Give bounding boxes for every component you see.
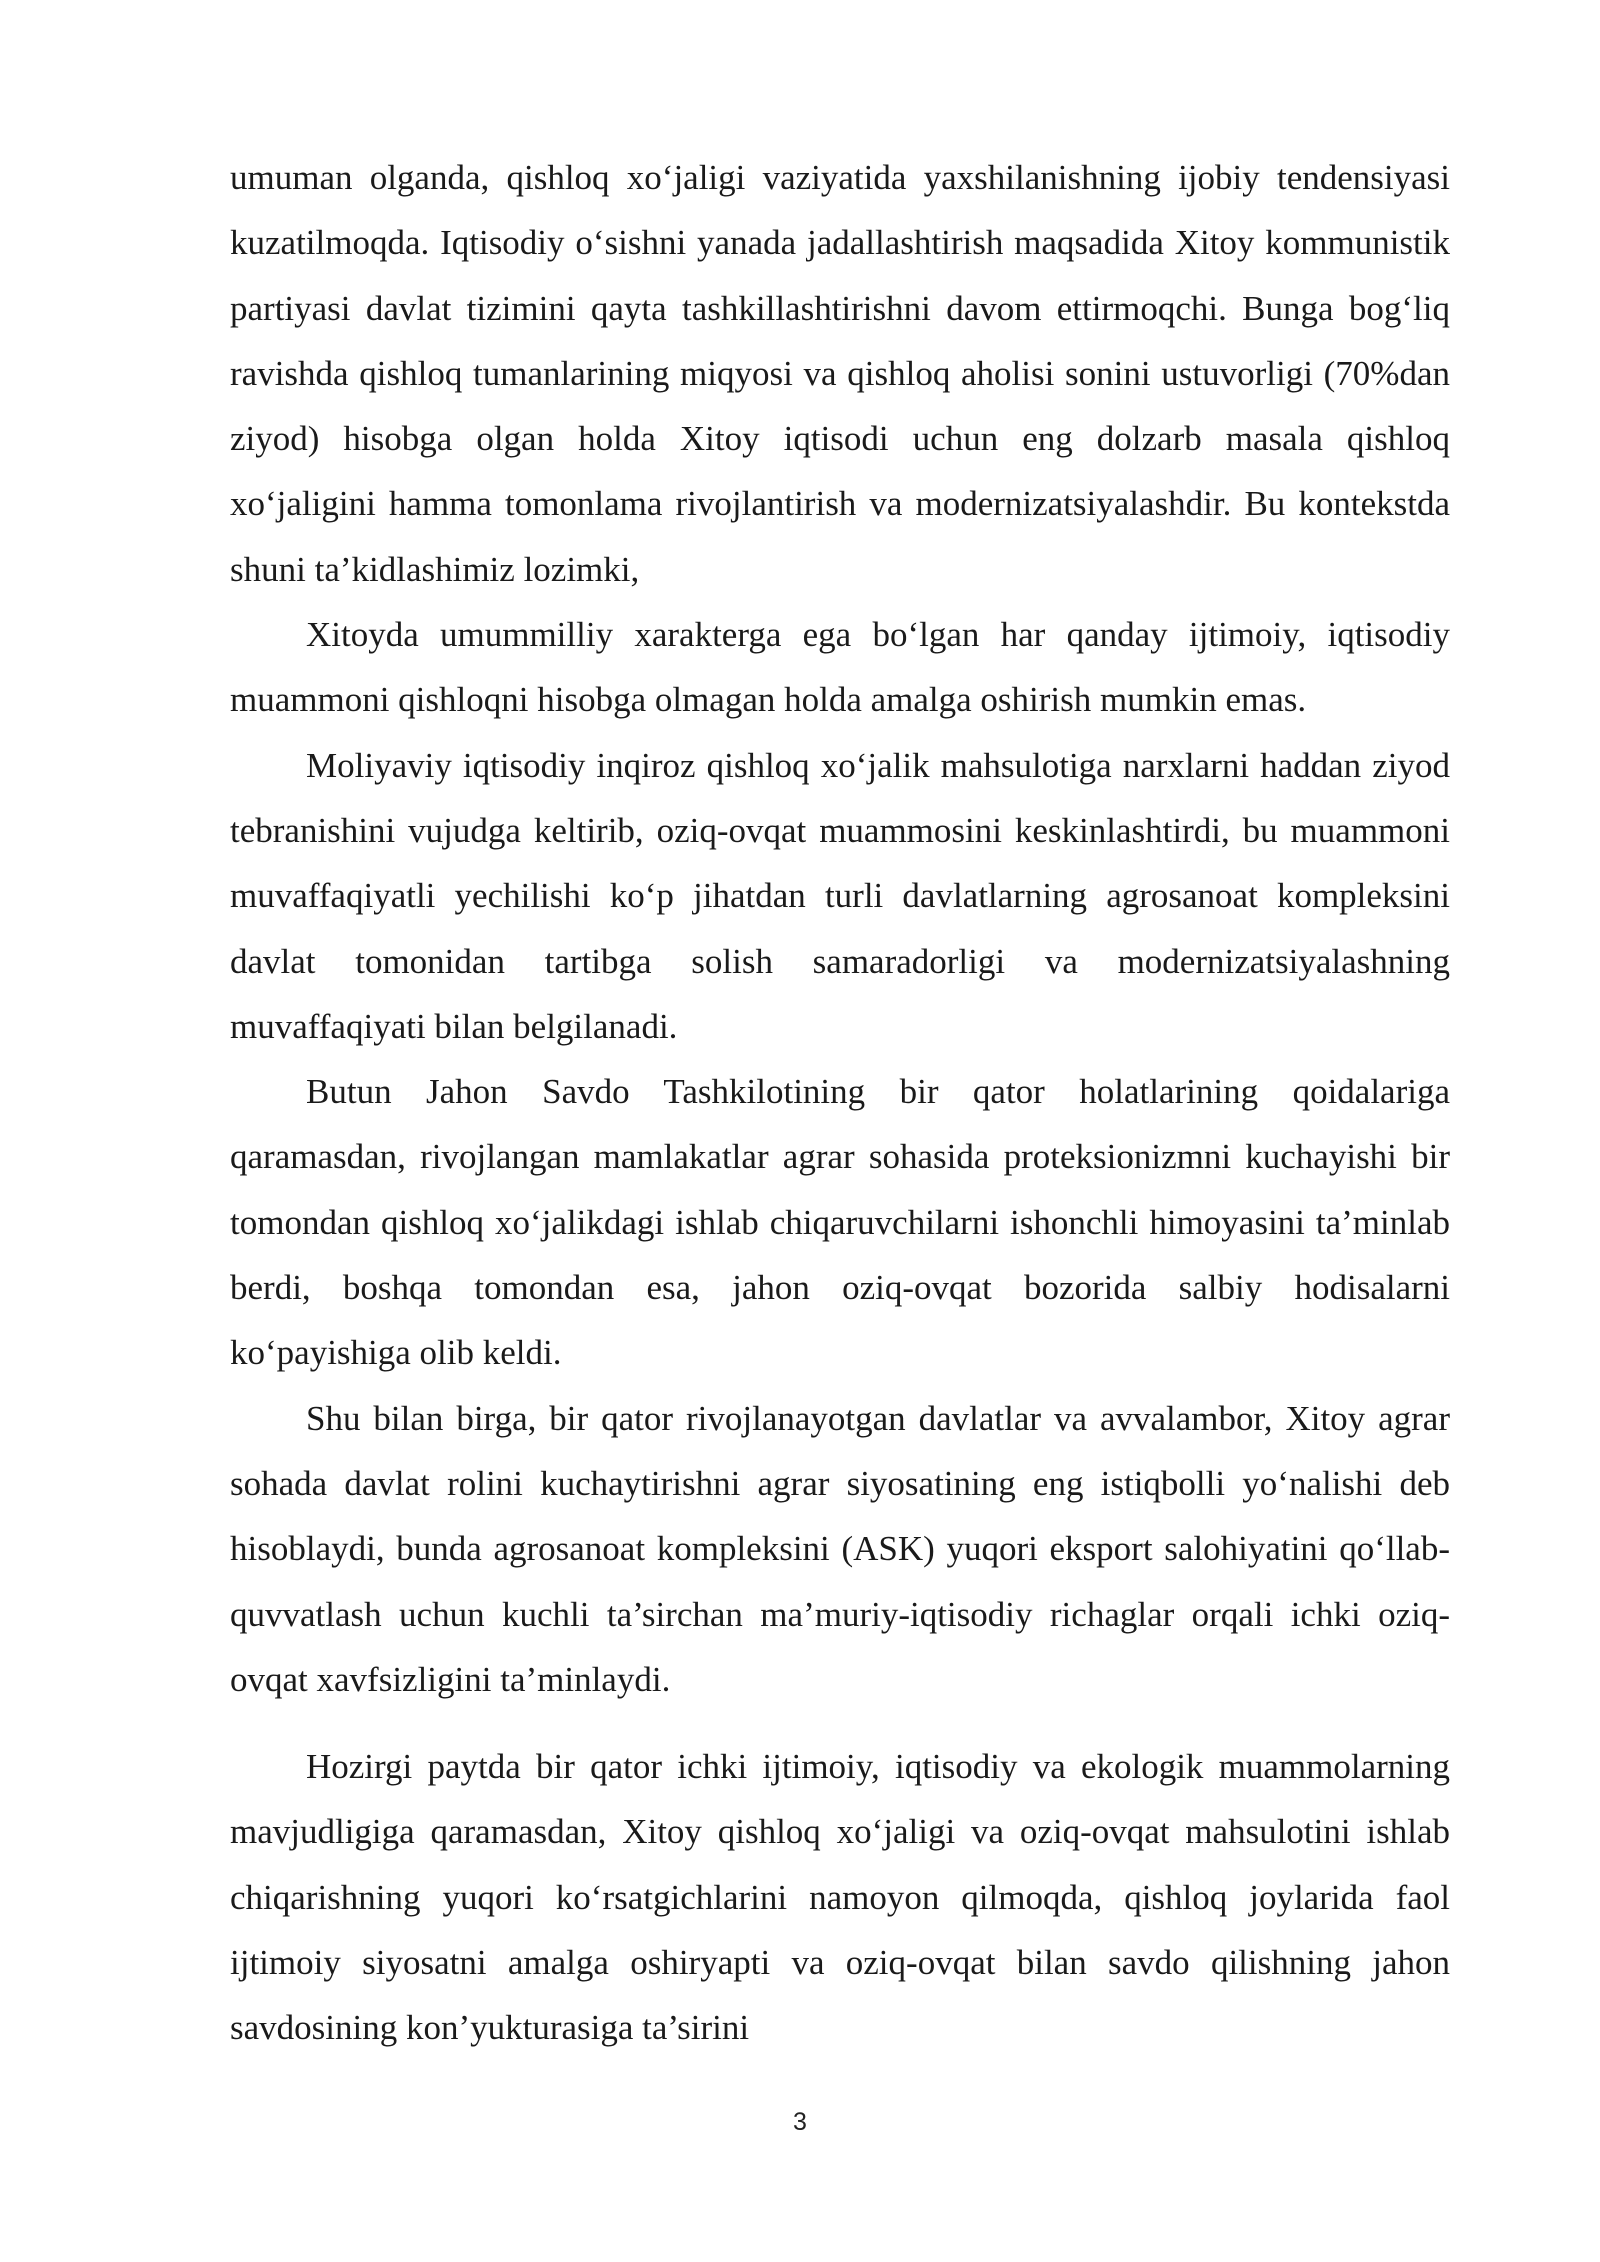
paragraph-2: Xitoyda umummilliy xarakterga ega bo‘lgan har qanday ijtimoiy, iqtisodiy muammoni qishloqni hisobga olmagan holda amalga oshirish mumkin emas. [230,615,1450,720]
paragraph-1: umuman olganda, qishloq xo‘jaligi vaziyatida yaxshilanishning ijobiy tendensiyasi kuzatilmoqda. Iqtisodiy o‘sishni yanada jadallashtirish maqsadida Xitoy kommunistik partiyasi davlat tizimini qayta tashkillashtirishni davom ettirmoqchi. Bunga bog‘liq ravishda qishloq tumanlarining miqyosi va qishloq aholisi sonini ustuvorligi (70%dan ziyod) hisobga olgan holda Xitoy iqtisodi uchun eng dolzarb masala qishloq xo‘jaligini hamma tomonlama rivojlantirish va modernizatsiyalashdir. Bu kontekstda shuni ta’kidlashimiz lozimki, [230,158,1450,589]
paragraph-4: Butun Jahon Savdo Tashkilotining bir qator holatlarining qoidalariga qaramasdan, rivojlangan mamlakatlar agrar sohasida proteksionizmni kuchayishi bir tomondan qishloq xo‘jalikdagi ishlab chiqaruvchilarni ishonchli himoyasini ta’minlab berdi, boshqa tomondan esa, jahon oziq-ovqat bozorida salbiy hodisalarni ko‘payishiga olib keldi. [230,1072,1450,1373]
paragraph-5: Shu bilan birga, bir qator rivojlanayotgan davlatlar va avvalambor, Xitoy agrar sohada davlat rolini kuchaytirishni agrar siyosatining eng istiqbolli yo‘nalishi deb hisoblaydi, bunda agrosanoat kompleksini (ASK) yuqori eksport salohiyatini qo‘llab-quvvatlash uchun kuchli ta’sirchan ma’muriy-iqtisodiy richaglar orqali ichki oziq-ovqat xavfsizligini ta’minlaydi. [230,1398,1450,1699]
paragraph-3: Moliyaviy iqtisodiy inqiroz qishloq xo‘jalik mahsulotiga narxlarni haddan ziyod tebranishini vujudga keltirib, oziq-ovqat muammosini keskinlashtirdi, bu muammoni muvaffaqiyatli yechilishi ko‘p jihatdan turli davlatlarning agrosanoat kompleksini davlat tomonidan tartibga solish samaradorligi va modernizatsiyalashning muvaffaqiyati bilan belgilanadi. [230,745,1450,1046]
page-number: 3 [793,2108,807,2136]
paragraph-6: Hozirgi paytda bir qator ichki ijtimoiy, iqtisodiy va ekologik muammolarning mavjudligiga qaramasdan, Xitoy qishloq xo‘jaligi va oziq-ovqat mahsulotini ishlab chiqarishning yuqori ko‘rsatgichlarini namoyon qilmoqda, qishloq joylarida faol ijtimoiy siyosatni amalga oshiryapti va oziq-ovqat bilan savdo qilishning jahon savdosining kon’yukturasiga ta’sirini [230,1747,1450,2048]
document-page [230,145,1450,2061]
